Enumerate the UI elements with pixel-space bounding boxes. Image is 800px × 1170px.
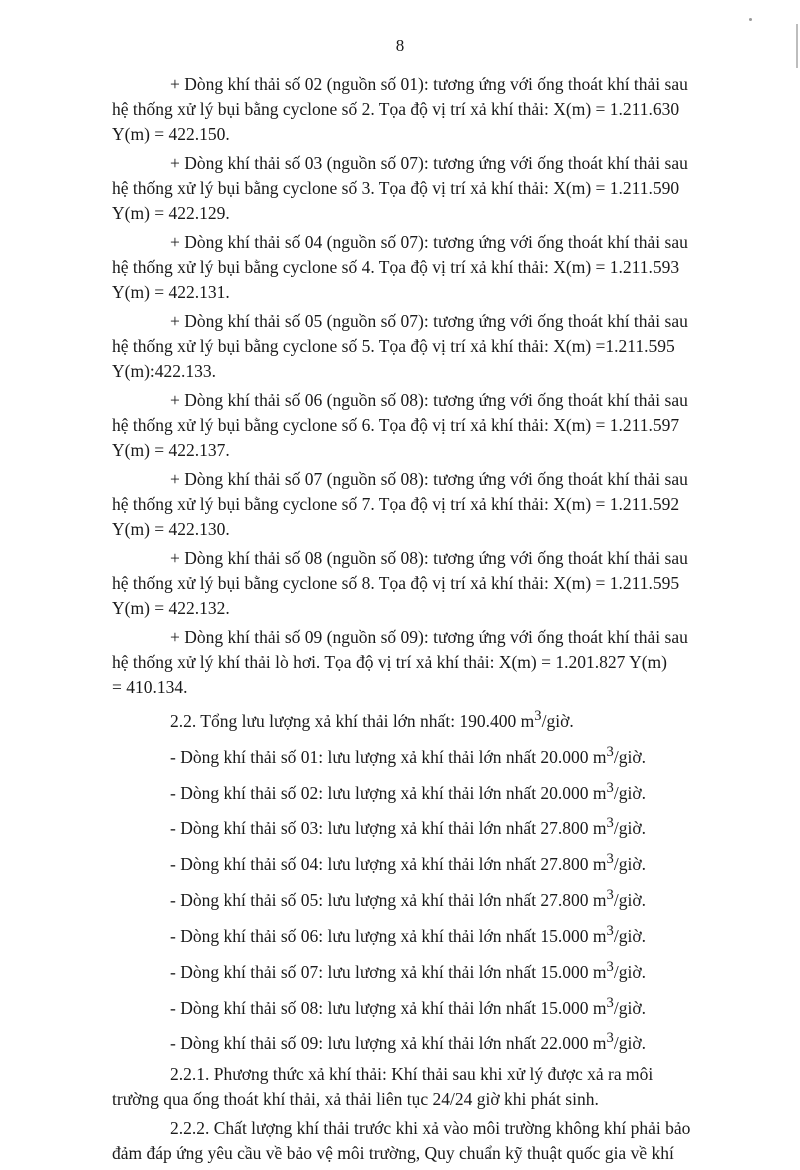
stream-line: + Dòng khí thải số 04 (nguồn số 07): tương ứng với ống thoát khí thải sau bbox=[170, 232, 688, 252]
document-body bbox=[112, 72, 724, 1170]
unit-suffix: /giờ. bbox=[541, 710, 574, 731]
paragraph-line: 2.2.1. Phương thức xả khí thải: Khí thải sau khi xử lý được xả ra môi bbox=[170, 1064, 654, 1085]
stream-line: + Dòng khí thải số 09 (nguồn số 09): tương ứng với ống thoát khí thải sau bbox=[170, 627, 688, 647]
flow-text: - Dòng khí thải số 02: lưu lượng xả khí thải lớn nhất 20.000 m bbox=[170, 782, 607, 803]
flow-item bbox=[112, 1026, 724, 1056]
stream-paragraph bbox=[112, 546, 724, 621]
unit-suffix: /giờ. bbox=[613, 997, 646, 1018]
flow-item bbox=[112, 811, 724, 841]
unit-suffix: /giờ. bbox=[613, 889, 646, 910]
unit-superscript: 3 bbox=[606, 1030, 614, 1047]
emission-quality-paragraph bbox=[112, 1116, 724, 1166]
flow-text: - Dòng khí thải số 09: lưu lượng xả khí thải lớn nhất 22.000 m bbox=[170, 1033, 607, 1054]
stream-line: hệ thống xử lý khí thải lò hơi. Tọa độ vị trí xả khí thải: X(m) = 1.201.827 Y(m) bbox=[112, 652, 668, 672]
unit-suffix: /giờ. bbox=[613, 961, 646, 982]
stream-line: Y(m) = 422.129. bbox=[112, 203, 230, 223]
stream-line: Y(m) = 422.132. bbox=[112, 598, 230, 618]
discharge-method-paragraph bbox=[112, 1062, 724, 1112]
flow-item bbox=[112, 991, 724, 1021]
unit-superscript: 3 bbox=[606, 958, 614, 975]
flow-text: - Dòng khí thải số 05: lưu lượng xả khí thải lớn nhất 27.800 m bbox=[170, 889, 607, 910]
total-flow-text: 2.2. Tổng lưu lượng xả khí thải lớn nhất: 190.400 m bbox=[170, 710, 535, 731]
flow-item bbox=[112, 776, 724, 806]
flow-text: - Dòng khí thải số 03: lưu lượng xả khí thải lớn nhất 27.800 m bbox=[170, 818, 607, 839]
flow-item bbox=[112, 883, 724, 913]
stream-line: + Dòng khí thải số 08 (nguồn số 08): tương ứng với ống thoát khí thải sau bbox=[170, 548, 688, 568]
flow-text: - Dòng khí thải số 04: lưu lượng xả khí thải lớn nhất 27.800 m bbox=[170, 854, 607, 875]
stream-line: + Dòng khí thải số 06 (nguồn số 08): tương ứng với ống thoát khí thải sau bbox=[170, 390, 688, 410]
flow-text: - Dòng khí thải số 06: lưu lượng xả khí thải lớn nhất 15.000 m bbox=[170, 925, 607, 946]
unit-superscript: 3 bbox=[606, 887, 614, 904]
flow-item bbox=[112, 955, 724, 985]
unit-suffix: /giờ. bbox=[613, 854, 646, 875]
unit-superscript: 3 bbox=[606, 922, 614, 939]
stream-paragraph bbox=[112, 309, 724, 384]
stream-line: hệ thống xử lý bụi bằng cyclone số 5. Tọa độ vị trí xả khí thải: X(m) =1.211.595 bbox=[112, 336, 675, 356]
stream-line: + Dòng khí thải số 02 (nguồn số 01): tương ứng với ống thoát khí thải sau bbox=[170, 74, 688, 94]
stream-paragraph bbox=[112, 230, 724, 305]
stream-line: hệ thống xử lý bụi bằng cyclone số 2. Tọa độ vị trí xả khí thải: X(m) = 1.211.630 bbox=[112, 99, 680, 119]
stream-paragraph bbox=[112, 467, 724, 542]
stream-line: hệ thống xử lý bụi bằng cyclone số 6. Tọa độ vị trí xả khí thải: X(m) = 1.211.597 bbox=[112, 415, 680, 435]
stream-paragraph bbox=[112, 72, 724, 147]
flow-item bbox=[112, 847, 724, 877]
unit-superscript: 3 bbox=[606, 743, 614, 760]
stream-line: Y(m) = 422.130. bbox=[112, 519, 230, 539]
stream-line: hệ thống xử lý bụi bằng cyclone số 8. Tọa độ vị trí xả khí thải: X(m) = 1.211.595 bbox=[112, 573, 680, 593]
unit-suffix: /giờ. bbox=[613, 782, 646, 803]
paragraph-line: trường qua ống thoát khí thải, xả thải liên tục 24/24 giờ khi phát sinh. bbox=[112, 1089, 599, 1110]
unit-suffix: /giờ. bbox=[613, 1033, 646, 1054]
stream-paragraph bbox=[112, 151, 724, 226]
stream-line: + Dòng khí thải số 03 (nguồn số 07): tương ứng với ống thoát khí thải sau bbox=[170, 153, 688, 173]
stream-line: hệ thống xử lý bụi bằng cyclone số 4. Tọa độ vị trí xả khí thải: X(m) = 1.211.593 bbox=[112, 257, 680, 277]
flow-text: - Dòng khí thải số 08: lưu lượng xả khí thải lớn nhất 15.000 m bbox=[170, 997, 607, 1018]
flow-text: - Dòng khí thải số 01: lưu lượng xả khí thải lớn nhất 20.000 m bbox=[170, 746, 607, 767]
page-number: 8 bbox=[395, 36, 405, 55]
stream-paragraph bbox=[112, 388, 724, 463]
unit-superscript: 3 bbox=[606, 994, 614, 1011]
unit-superscript: 3 bbox=[606, 851, 614, 868]
stream-line: Y(m) = 422.137. bbox=[112, 440, 230, 460]
stream-line: hệ thống xử lý bụi bằng cyclone số 3. Tọa độ vị trí xả khí thải: X(m) = 1.211.590 bbox=[112, 178, 680, 198]
flow-text: - Dòng khí thải số 07: lưu lương xả khí thải lớn nhất 15.000 m bbox=[170, 961, 607, 982]
stream-line: = 410.134. bbox=[112, 677, 188, 697]
stream-line: hệ thống xử lý bụi bằng cyclone số 7. Tọa độ vị trí xả khí thải: X(m) = 1.211.592 bbox=[112, 494, 680, 514]
unit-superscript: 3 bbox=[606, 815, 614, 832]
flow-item bbox=[112, 740, 724, 770]
scan-dot bbox=[749, 18, 752, 21]
unit-superscript: 3 bbox=[534, 708, 542, 724]
unit-suffix: /giờ. bbox=[613, 818, 646, 839]
flow-item bbox=[112, 919, 724, 949]
stream-line: + Dòng khí thải số 07 (nguồn số 08): tương ứng với ống thoát khí thải sau bbox=[170, 469, 688, 489]
paragraph-line: 2.2.2. Chất lượng khí thải trước khi xả vào môi trường không khí phải bảo bbox=[170, 1118, 691, 1139]
stream-line: Y(m) = 422.150. bbox=[112, 124, 230, 144]
stream-line: Y(m):422.133. bbox=[112, 361, 217, 381]
stream-line: Y(m) = 422.131. bbox=[112, 282, 230, 302]
total-flow-heading bbox=[112, 704, 724, 734]
unit-suffix: /giờ. bbox=[613, 746, 646, 767]
unit-superscript: 3 bbox=[606, 779, 614, 796]
stream-line: + Dòng khí thải số 05 (nguồn số 07): tương ứng với ống thoát khí thải sau bbox=[170, 311, 688, 331]
paragraph-line: đảm đáp ứng yêu cầu về bảo vệ môi trường, Quy chuẩn kỹ thuật quốc gia về khí bbox=[112, 1143, 674, 1164]
stream-paragraph bbox=[112, 625, 724, 700]
unit-suffix: /giờ. bbox=[613, 925, 646, 946]
